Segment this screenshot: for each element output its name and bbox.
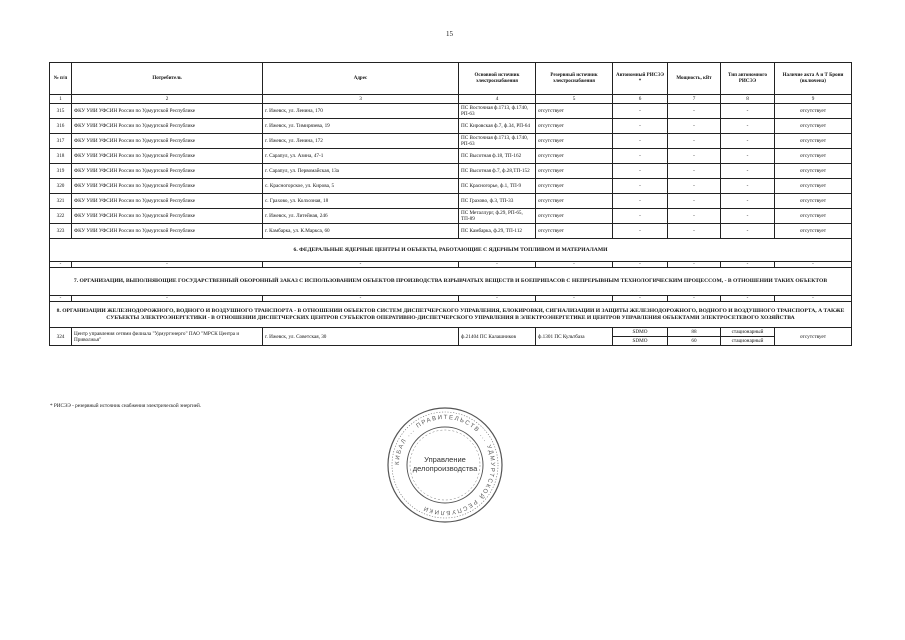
column-number: 4 xyxy=(459,95,536,104)
row-address: с. Грахово, ул. Колхозная, 18 xyxy=(263,194,459,209)
row-number: 322 xyxy=(50,209,72,224)
row-type xyxy=(721,328,775,346)
dash-cell: - xyxy=(775,296,852,302)
row-main-source: ПС Камбарка, ф.29, ТП-112 xyxy=(459,224,536,239)
row-main-source: ПС Высотная ф.7, ф.28,ТП-152 xyxy=(459,164,536,179)
row-autonomous xyxy=(613,328,668,346)
section-8-row xyxy=(50,302,852,328)
page-number: 15 xyxy=(446,30,453,38)
row-main-source: ф.21404 ПС Калашников xyxy=(459,328,536,346)
table-header-row xyxy=(50,63,852,95)
row-main-source: ПС Грахово, ф.3, ТП-33 xyxy=(459,194,536,209)
stamp-label xyxy=(385,455,505,473)
row-power: - xyxy=(668,134,721,149)
row-address: г. Ижевск, ул. Ленина, 170 xyxy=(263,104,459,119)
row-act: отсутствует xyxy=(775,134,852,149)
row-address: г. Сарапул, ул. Первомайская, 13а xyxy=(263,164,459,179)
header-power: Мощность, кВт xyxy=(668,63,721,95)
consumers-table xyxy=(49,62,852,346)
table-row xyxy=(50,224,852,239)
row-reserve-source: отсутствует xyxy=(536,149,613,164)
dash-cell: - xyxy=(668,262,721,268)
section-6-row xyxy=(50,239,852,262)
row-consumer: ФКУ УИИ УФСИН России по Удмуртской Республике xyxy=(72,134,263,149)
row-act: отсутствует xyxy=(775,224,852,239)
dash-cell: - xyxy=(50,262,72,268)
row-autonomous: - xyxy=(613,194,668,209)
row-main-source: ПС Кировская ф.7, ф.34, РП-64 xyxy=(459,119,536,134)
row-act: отсутствует xyxy=(775,119,852,134)
row-main-source: ПС Восточная ф.1713, ф.1740, РП-63 xyxy=(459,104,536,119)
header-act: Наличие акта А и Т Брони (включена) xyxy=(775,63,852,95)
row-consumer: ФКУ УИИ УФСИН России по Удмуртской Республике xyxy=(72,224,263,239)
row-address: г. Ижевск, ул. Тимирязева, 19 xyxy=(263,119,459,134)
table-row xyxy=(50,119,852,134)
row-number: 317 xyxy=(50,134,72,149)
row-act: отсутствует xyxy=(775,149,852,164)
row-reserve-source: отсутствует xyxy=(536,194,613,209)
dash-cell: - xyxy=(50,296,72,302)
row-autonomous: - xyxy=(613,134,668,149)
dash-cell: - xyxy=(459,296,536,302)
column-number: 8 xyxy=(721,95,775,104)
dash-cell: - xyxy=(263,262,459,268)
header-num: № п/п xyxy=(50,63,72,95)
power-value: 88 xyxy=(668,328,720,337)
dash-cell: - xyxy=(613,262,668,268)
stamp-ring-text: КИБАЛ ... ПРАВИТЕЛЬСТВ ... УДМУРТСКОЙ РЕСПУБЛИКИ xyxy=(394,414,496,516)
type-value: стационарный xyxy=(721,328,774,337)
row-type: - xyxy=(721,164,775,179)
row-reserve-source: отсутствует xyxy=(536,119,613,134)
row-main-source: ПС Восточная ф.1713, ф.1740, РП-63 xyxy=(459,134,536,149)
row-act: отсутствует xyxy=(775,164,852,179)
section-8-title: 8. ОРГАНИЗАЦИИ ЖЕЛЕЗНОДОРОЖНОГО, ВОДНОГО И ВОЗДУШНОГО ТРАНСПОРТА - В ОТНОШЕНИИ ОБЪЕКТОВ СИСТЕМ ДИСПЕТЧЕРСКОГО УПРАВЛЕНИЯ, БЛОКИРОВКИ, СИГНАЛИЗАЦИИ И ЗАЩИТЫ ЖЕЛЕЗНОДОРОЖНОГО, ВОДНОГО И ВОЗДУШНОГО ТРАНСПОРТА, А ТАКЖЕ СУБЪЕКТЫ ЭЛЕКТРОЭНЕРГЕТИКИ - В ОТНОШЕНИИ ДИСПЕТЧЕРСКИХ ЦЕНТРОВ СУБЪЕКТОВ ОПЕРАТИВНО-ДИСПЕТЧЕРСКОГО УПРАВЛЕНИЯ В ЭЛЕКТРОЭНЕРГЕТИКЕ И ЦЕНТРОВ УПРАВЛЕНИЯ ОБЪЕКТАМИ ЭЛЕКТРОСЕТЕВОГО ХОЗЯЙСТВА xyxy=(50,302,852,328)
row-number: 316 xyxy=(50,119,72,134)
row-reserve-source: отсутствует xyxy=(536,209,613,224)
row-act: отсутствует xyxy=(775,328,852,346)
table-row xyxy=(50,179,852,194)
dash-cell: - xyxy=(72,296,263,302)
row-reserve-source: отсутствует xyxy=(536,224,613,239)
row-type: - xyxy=(721,194,775,209)
row-address: г. Камбарка, ул. К.Маркса, 60 xyxy=(263,224,459,239)
row-type: - xyxy=(721,134,775,149)
row-autonomous: - xyxy=(613,149,668,164)
footnote: * РИСЭЭ - резервный источник снабжения электрической энергией. xyxy=(50,403,202,409)
power-value: 60 xyxy=(691,338,697,344)
column-number: 9 xyxy=(775,95,852,104)
column-number: 1 xyxy=(50,95,72,104)
row-autonomous: - xyxy=(613,224,668,239)
row-address: с. Красногорское, ул. Кирова, 5 xyxy=(263,179,459,194)
row-consumer: ФКУ УИИ УФСИН России по Удмуртской Республике xyxy=(72,209,263,224)
office-stamp xyxy=(385,405,505,525)
header-consumer: Потребитель xyxy=(72,63,263,95)
row-power xyxy=(668,328,721,346)
header-address: Адрес xyxy=(263,63,459,95)
row-type: - xyxy=(721,149,775,164)
row-act: отсутствует xyxy=(775,104,852,119)
row-reserve-source: отсутствует xyxy=(536,164,613,179)
row-power: - xyxy=(668,194,721,209)
row-reserve-source: отсутствует xyxy=(536,104,613,119)
row-address: г. Ижевск, ул. Ленина, 172 xyxy=(263,134,459,149)
row-number: 323 xyxy=(50,224,72,239)
row-number: 324 xyxy=(50,328,72,346)
dash-cell: - xyxy=(721,262,775,268)
row-act: отсутствует xyxy=(775,179,852,194)
row-consumer: ФКУ УИИ УФСИН России по Удмуртской Республике xyxy=(72,119,263,134)
row-number: 321 xyxy=(50,194,72,209)
table-row xyxy=(50,104,852,119)
dash-cell: - xyxy=(459,262,536,268)
table-row xyxy=(50,194,852,209)
dash-cell: - xyxy=(775,262,852,268)
row-address: г. Сарапул, ул. Азина, 47-1 xyxy=(263,149,459,164)
type-value: стационарный xyxy=(731,338,764,344)
row-consumer: ФКУ УИИ УФСИН России по Удмуртской Республике xyxy=(72,164,263,179)
header-main-source: Основной источник электроснабжения xyxy=(459,63,536,95)
row-power: - xyxy=(668,149,721,164)
column-number: 3 xyxy=(263,95,459,104)
row-power: - xyxy=(668,209,721,224)
dash-cell: - xyxy=(72,262,263,268)
row-main-source: ПС Красногорье, ф.1, ТП-9 xyxy=(459,179,536,194)
dash-cell: - xyxy=(536,296,613,302)
row-number: 315 xyxy=(50,104,72,119)
row-address: г. Ижевск, ул. Советская, 30 xyxy=(263,328,459,346)
row-power: - xyxy=(668,164,721,179)
row-type: - xyxy=(721,119,775,134)
autonomous-value: SDMO xyxy=(613,328,667,337)
row-autonomous: - xyxy=(613,104,668,119)
stamp-line-2: делопроизводства xyxy=(412,464,478,473)
row-number: 318 xyxy=(50,149,72,164)
row-main-source: ПС Металлург, ф.29, РП-65, ТП-89 xyxy=(459,209,536,224)
row-reserve-source: отсутствует xyxy=(536,179,613,194)
row-number: 320 xyxy=(50,179,72,194)
row-reserve-source: ф.1301 ПС Культбаза xyxy=(536,328,613,346)
row-autonomous: - xyxy=(613,179,668,194)
row-power: - xyxy=(668,104,721,119)
column-number: 2 xyxy=(72,95,263,104)
header-reserve-source: Резервный источник электроснабжения xyxy=(536,63,613,95)
row-type: - xyxy=(721,224,775,239)
table-row xyxy=(50,149,852,164)
dash-cell: - xyxy=(668,296,721,302)
dash-cell: - xyxy=(613,296,668,302)
row-consumer: Центр управления сетями филиала "Удмуртэнерго" ПАО "МРСК Центра и Приволжья" xyxy=(72,328,263,346)
column-number: 7 xyxy=(668,95,721,104)
row-autonomous: - xyxy=(613,209,668,224)
row-address: г. Ижевск, ул. Литейная, 246 xyxy=(263,209,459,224)
row-reserve-source: отсутствует xyxy=(536,134,613,149)
row-power: - xyxy=(668,179,721,194)
row-main-source: ПС Высотная ф.18, ТП-162 xyxy=(459,149,536,164)
row-power: - xyxy=(668,224,721,239)
dash-cell: - xyxy=(536,262,613,268)
row-consumer: ФКУ УИИ УФСИН России по Удмуртской Республике xyxy=(72,194,263,209)
column-number: 5 xyxy=(536,95,613,104)
header-autonomous: Автономный РИСЭЭ * xyxy=(613,63,668,95)
row-act: отсутствует xyxy=(775,209,852,224)
table-body xyxy=(50,104,852,239)
row-type: - xyxy=(721,104,775,119)
dash-cell: - xyxy=(721,296,775,302)
table-row xyxy=(50,209,852,224)
column-number-row xyxy=(50,95,852,104)
header-type: Тип автономного РИСЭЭ xyxy=(721,63,775,95)
section-7-row xyxy=(50,268,852,296)
row-autonomous: - xyxy=(613,119,668,134)
row-autonomous: - xyxy=(613,164,668,179)
stamp-line-1: Управление xyxy=(424,455,466,464)
row-act: отсутствует xyxy=(775,194,852,209)
row-consumer: ФКУ УИИ УФСИН России по Удмуртской Республике xyxy=(72,149,263,164)
table-row xyxy=(50,134,852,149)
row-type: - xyxy=(721,179,775,194)
column-number: 6 xyxy=(613,95,668,104)
row-consumer: ФКУ УИИ УФСИН России по Удмуртской Республике xyxy=(72,179,263,194)
row-type: - xyxy=(721,209,775,224)
row-number: 319 xyxy=(50,164,72,179)
dash-cell: - xyxy=(263,296,459,302)
row-power: - xyxy=(668,119,721,134)
row-consumer: ФКУ УИИ УФСИН России по Удмуртской Республике xyxy=(72,104,263,119)
table-row xyxy=(50,164,852,179)
section-6-title: 6. ФЕДЕРАЛЬНЫЕ ЯДЕРНЫЕ ЦЕНТРЫ И ОБЪЕКТЫ, РАБОТАЮЩИЕ С ЯДЕРНЫМ ТОПЛИВОМ И МАТЕРИАЛАМИ xyxy=(50,239,852,262)
table-row-324 xyxy=(50,328,852,346)
autonomous-value: SDMO xyxy=(632,338,648,344)
section-7-title: 7. ОРГАНИЗАЦИИ, ВЫПОЛНЯЮЩИЕ ГОСУДАРСТВЕННЫЙ ОБОРОННЫЙ ЗАКАЗ С ИСПОЛЬЗОВАНИЕМ ОБЪЕКТОВ ПРОИЗВОДСТВА ВЗРЫВЧАТЫХ ВЕЩЕСТВ И БОЕПРИПАСОВ С НЕПРЕРЫВНЫМ ТЕХНОЛОГИЧЕСКИМ ПРОЦЕССОМ, - В ОТНОШЕНИИ ТАКИХ ОБЪЕКТОВ xyxy=(50,268,852,296)
